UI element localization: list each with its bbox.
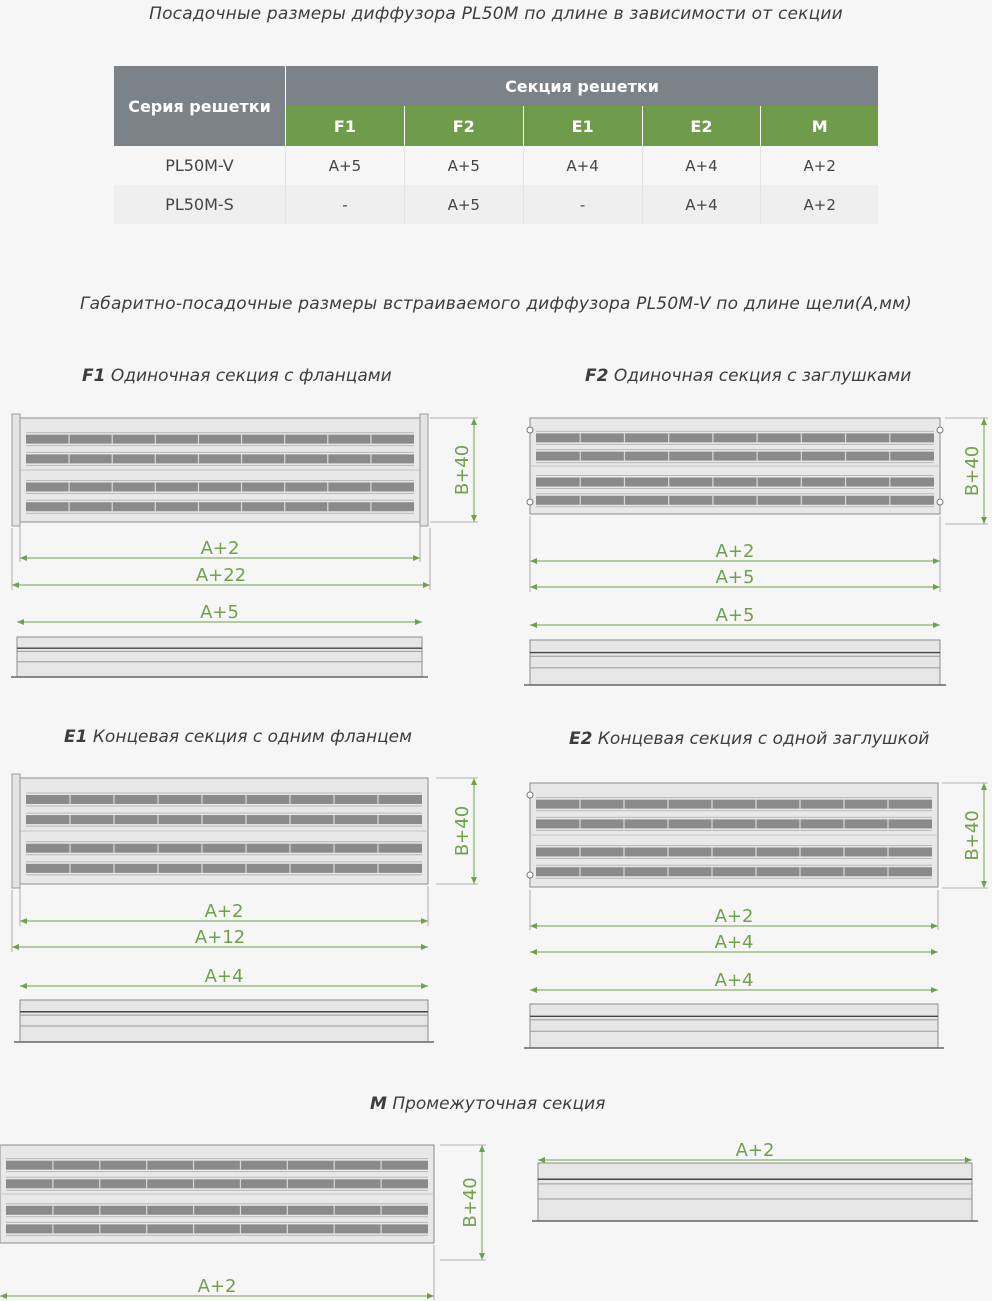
dimension-label: A+2 xyxy=(714,906,754,927)
flange-right xyxy=(420,414,428,526)
drawings-caption: Габаритно-посадочные размеры встраиваемого диффузора PL50M-V по длине щели(А,мм) xyxy=(80,294,912,314)
table-cell: A+5 xyxy=(286,146,405,185)
section-name: Концевая секция с одним фланцем xyxy=(92,727,412,747)
dimension-label: A+2 xyxy=(197,1276,237,1297)
dimension-label: A+2 xyxy=(204,901,244,922)
column-header-e2: E2 xyxy=(642,106,761,146)
table-cell: A+2 xyxy=(761,146,878,185)
profile-body xyxy=(530,640,940,685)
dimension-label: A+2 xyxy=(715,541,755,562)
slot-bar xyxy=(536,478,934,487)
section-code: F2 xyxy=(585,366,609,386)
diffuser-side-view xyxy=(524,640,946,685)
section-code: F1 xyxy=(82,366,106,386)
diffuser-front-view xyxy=(527,783,938,887)
dimension-arrow xyxy=(931,987,938,993)
dimension-arrow xyxy=(931,923,938,929)
diffuser-side-view xyxy=(532,1163,978,1221)
section-code: E2 xyxy=(569,729,593,749)
section-header: Секция решетки xyxy=(286,66,879,106)
slot-bar xyxy=(536,867,932,876)
dimension-arrow xyxy=(421,918,428,924)
section-code: E1 xyxy=(64,727,88,747)
slot-bar xyxy=(6,1179,428,1188)
dimension-arrow xyxy=(427,1293,434,1299)
dimension-arrow xyxy=(479,1145,485,1152)
dimension-arrow xyxy=(0,1293,7,1299)
slot-bar xyxy=(6,1206,428,1215)
section-name: Промежуточная секция xyxy=(392,1094,606,1114)
slot-bar xyxy=(536,800,932,809)
cap-pin xyxy=(527,792,533,798)
cap-pin xyxy=(527,427,533,433)
column-header-f2: F2 xyxy=(404,106,523,146)
diffuser-side-view xyxy=(11,637,428,677)
cap-pin xyxy=(937,427,943,433)
dimension-label: B+40 xyxy=(962,445,983,497)
dimension-arrow xyxy=(530,622,537,628)
series-cell: PL50M-S xyxy=(114,185,286,224)
diffuser-side-view xyxy=(524,1004,944,1048)
dimension-arrow xyxy=(20,983,27,989)
profile-body xyxy=(530,1004,938,1048)
dimension-arrow xyxy=(12,944,19,950)
table-caption: Посадочные размеры диффузора PL50M по длине в зависимости от секции xyxy=(149,4,843,24)
slot-bar xyxy=(6,1161,428,1170)
dimension-label: A+5 xyxy=(715,567,755,588)
dimension-arrow xyxy=(471,877,477,884)
dimension-arrow xyxy=(471,418,477,425)
diffuser-side-view xyxy=(14,1000,434,1042)
dimension-arrow xyxy=(423,582,430,588)
slot-bar xyxy=(26,815,422,824)
flange-left xyxy=(12,414,20,526)
dimension-arrow xyxy=(530,949,537,955)
dimension-arrow xyxy=(965,1157,972,1163)
table-cell: A+4 xyxy=(642,146,761,185)
dimension-arrow xyxy=(981,517,987,524)
dimension-arrow xyxy=(413,555,420,561)
slot-bar xyxy=(536,496,934,505)
dimension-label: B+40 xyxy=(452,805,473,857)
dimension-arrow xyxy=(17,619,24,625)
dimension-arrow xyxy=(933,584,940,590)
dimension-arrow xyxy=(479,1253,485,1260)
table-cell: A+5 xyxy=(404,146,523,185)
dimension-arrow xyxy=(933,558,940,564)
dimension-arrow xyxy=(530,923,537,929)
dimension-arrow xyxy=(538,1157,545,1163)
section-name: Одиночная секция с заглушками xyxy=(613,366,912,386)
section-name: Одиночная секция с фланцами xyxy=(110,366,392,386)
slot-bar xyxy=(536,847,932,856)
dimension-label: B+40 xyxy=(962,810,983,861)
dimension-arrow xyxy=(421,983,428,989)
dimension-label: A+5 xyxy=(200,602,239,623)
diffuser-front-view xyxy=(0,1145,434,1243)
dimension-arrow xyxy=(12,582,19,588)
table-cell: A+4 xyxy=(523,146,642,185)
dimension-label: A+2 xyxy=(200,538,240,559)
profile-body xyxy=(17,637,422,677)
slot-bar xyxy=(6,1224,428,1233)
section-name: Концевая секция с одной заглушкой xyxy=(597,729,930,749)
slot-bar xyxy=(26,502,414,511)
column-header-m: M xyxy=(761,106,878,146)
dimension-arrow xyxy=(20,918,27,924)
flange-left xyxy=(12,774,20,888)
slot-bar xyxy=(536,452,934,461)
dimension-arrow xyxy=(931,949,938,955)
profile-body xyxy=(538,1163,972,1221)
cap-pin xyxy=(527,872,533,878)
dimension-label: A+22 xyxy=(195,565,247,586)
slot-bar xyxy=(26,795,422,804)
slot-bar xyxy=(536,819,932,828)
slot-bar xyxy=(26,482,414,491)
cap-pin xyxy=(937,499,943,505)
dimension-arrow xyxy=(415,619,422,625)
series-cell: PL50M-V xyxy=(114,146,286,185)
dimension-label: A+4 xyxy=(204,966,244,987)
dimension-label: B+40 xyxy=(460,1177,481,1228)
dimension-arrow xyxy=(471,515,477,522)
dimension-arrow xyxy=(20,555,27,561)
dimension-arrow xyxy=(421,944,428,950)
dimension-label: B+40 xyxy=(452,444,473,496)
section-code: M xyxy=(370,1094,387,1114)
dimension-arrow xyxy=(471,778,477,785)
dimension-label: A+12 xyxy=(194,927,246,948)
dimension-label: A+4 xyxy=(714,970,754,991)
dimension-arrow xyxy=(933,622,940,628)
table-cell: A+5 xyxy=(404,185,523,224)
diffuser-front-view xyxy=(12,414,428,526)
series-header: Серия решетки xyxy=(114,66,286,146)
dimension-arrow xyxy=(981,881,987,888)
diffuser-front-view xyxy=(12,774,428,888)
column-header-f1: F1 xyxy=(286,106,405,146)
dimension-arrow xyxy=(981,783,987,790)
dimension-arrow xyxy=(530,558,537,564)
table-cell: - xyxy=(286,185,405,224)
table-cell: - xyxy=(523,185,642,224)
diffuser-front-view xyxy=(527,418,943,514)
dimension-label: A+5 xyxy=(715,605,755,626)
column-header-e1: E1 xyxy=(523,106,642,146)
dimension-arrow xyxy=(530,987,537,993)
table-cell: A+4 xyxy=(642,185,761,224)
dimension-arrow xyxy=(981,418,987,425)
cap-pin xyxy=(527,499,533,505)
dimension-arrow xyxy=(530,584,537,590)
dimension-label: A+4 xyxy=(714,932,754,953)
profile-body xyxy=(20,1000,428,1042)
slot-bar xyxy=(26,435,414,444)
slot-bar xyxy=(26,844,422,853)
slot-bar xyxy=(26,864,422,873)
slot-bar xyxy=(536,433,934,442)
dimension-label: A+2 xyxy=(735,1140,775,1161)
table-cell: A+2 xyxy=(761,185,878,224)
slot-bar xyxy=(26,454,414,463)
